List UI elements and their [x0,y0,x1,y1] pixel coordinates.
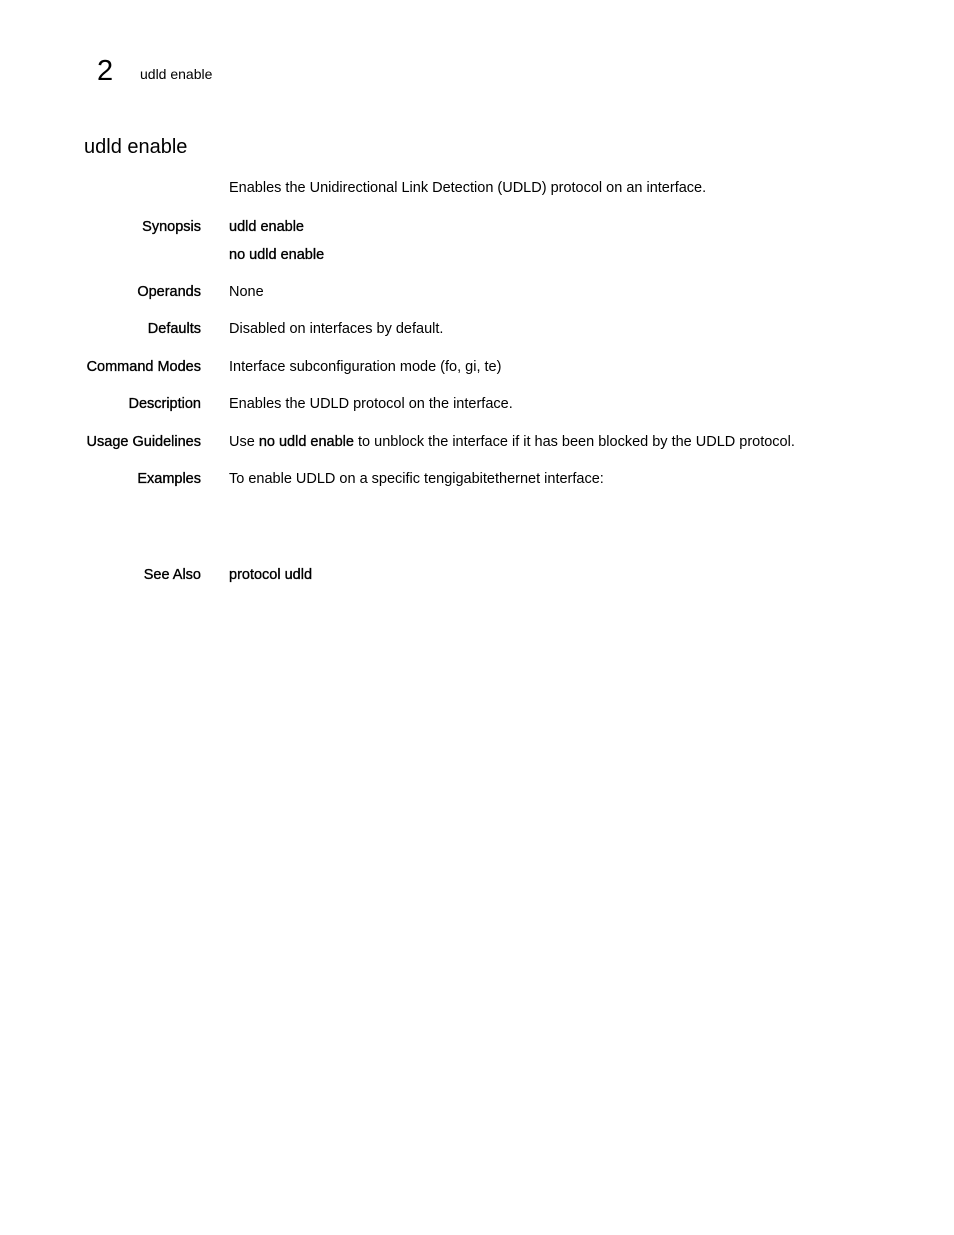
operands-value: None [229,284,264,300]
defaults-label: Defaults [147,321,201,337]
usage-guidelines-value [229,434,795,451]
examples-value: To enable UDLD on a specific tengigabitethernet interface: [229,471,604,487]
command-modes-value: Interface subconfiguration mode (fo, gi, te) [229,359,502,375]
examples-label: Examples [137,471,201,487]
defaults-value: Disabled on interfaces by default. [229,321,444,337]
synopsis-label: Synopsis [142,219,201,235]
intro-text: Enables the Unidirectional Link Detection (UDLD) protocol on an interface. [229,180,707,196]
command-modes-label: Command Modes [86,359,201,375]
usage-command: no udld enable [258,434,354,450]
synopsis-command: udld enable [229,219,304,235]
chapter-number: 2 [97,55,114,87]
see-also-label: See Also [143,567,201,583]
usage-prefix: Use [229,434,259,450]
operands-label: Operands [137,284,201,300]
usage-suffix: to unblock the interface if it has been blocked by the UDLD protocol. [353,434,795,450]
running-title: udld enable [140,66,213,82]
description-label: Description [128,396,201,412]
description-value: Enables the UDLD protocol on the interface. [229,396,513,412]
page-title: udld enable [84,136,188,158]
synopsis-no-command: no udld enable [229,247,325,263]
see-also-link[interactable]: protocol udld [229,567,313,583]
usage-guidelines-label: Usage Guidelines [86,434,201,450]
